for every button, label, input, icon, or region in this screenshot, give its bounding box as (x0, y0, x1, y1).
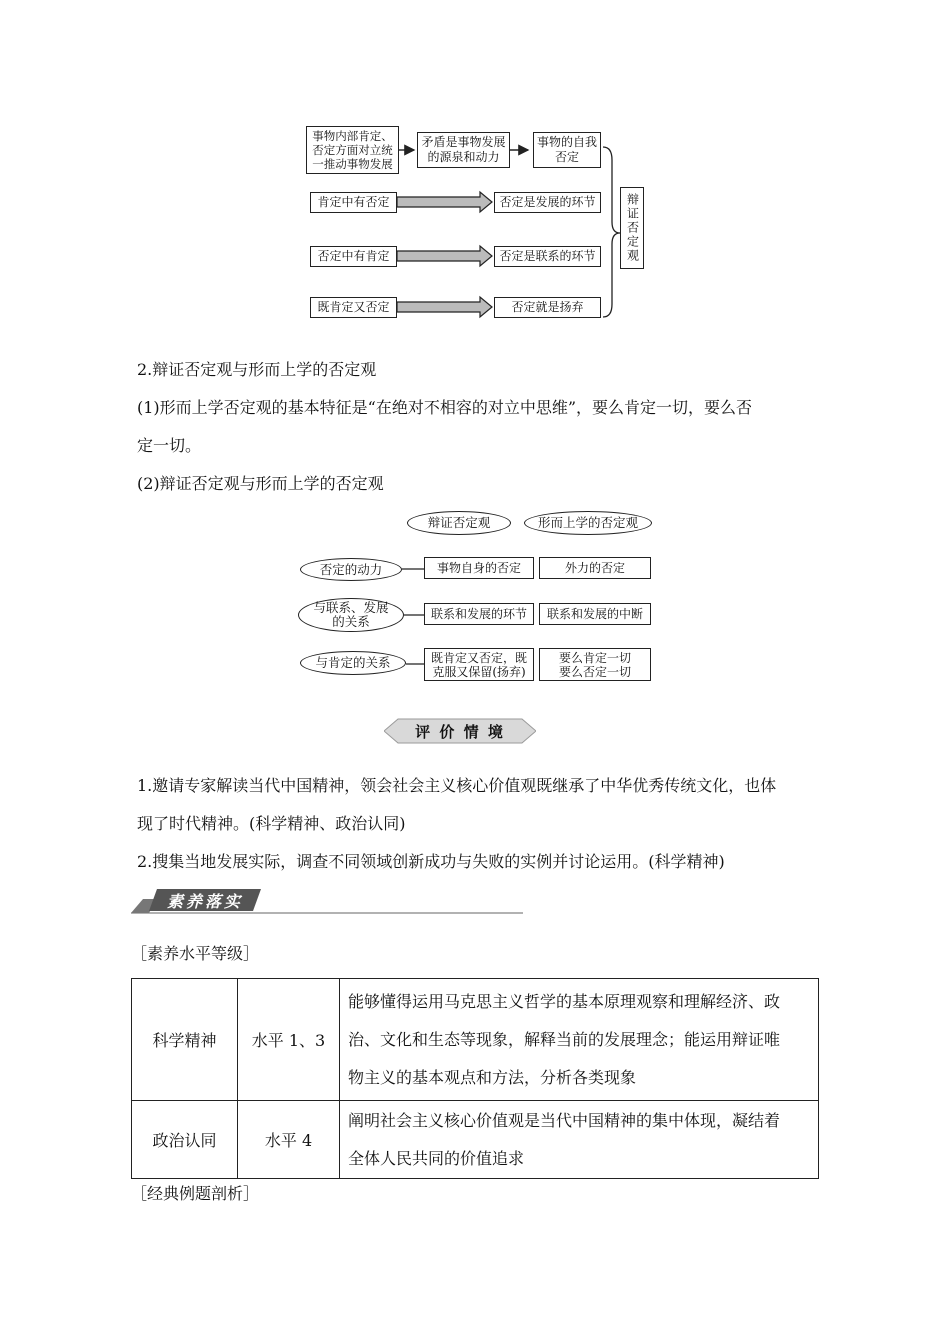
d2-cell-self-negation: 事物自身的否定 (424, 557, 534, 579)
d2-cell-break: 联系和发展的中断 (539, 603, 651, 625)
d1-both: 既肯定又否定 (310, 297, 397, 318)
d2-cell-sublation: 既肯定又否定，既克服又保留(扬弃) (424, 648, 534, 681)
d2-cell-external-negation: 外力的否定 (539, 557, 651, 579)
banner-label: 素养落实 (166, 892, 243, 911)
desc-line: 物主义的基本观点和方法，分析各类现象 (348, 1067, 637, 1087)
d1-negation-connection: 否定是联系的环节 (494, 246, 601, 267)
table-cell-description (340, 979, 819, 1101)
literacy-level-table (131, 978, 819, 1179)
d1-negation-development: 否定是发展的环节 (494, 192, 601, 213)
eval-item-2: 2.搜集当地发展实际，调查不同领域创新成功与失败的实例并讨论运用。(科学精神) (137, 852, 725, 871)
d2-row-label-relation: 与联系、发展的关系 (298, 598, 404, 632)
table-cell-description (340, 1101, 819, 1179)
example-heading: ［经典例题剖析］ (131, 1184, 260, 1203)
desc-line: 能够懂得运用马克思主义哲学的基本原理观察和理解经济、政 (348, 991, 781, 1011)
d1-affirm-has-negation: 肯定中有否定 (310, 192, 397, 213)
d2-row-label-affirm: 与肯定的关系 (300, 651, 406, 675)
d2-row-label-power: 否定的动力 (300, 558, 402, 581)
evaluation-context-badge (384, 716, 536, 746)
d1-sublation: 否定就是扬弃 (494, 297, 601, 318)
d2-header-metaphysical: 形而上学的否定观 (524, 511, 652, 535)
d1-side-label: 辩证否定观 (620, 187, 644, 269)
level-heading: ［素养水平等级］ (131, 944, 260, 963)
table-cell-skill: 科学精神 (132, 979, 238, 1101)
badge-label: 评 价 情 境 (415, 723, 505, 741)
d2-cell-all-or-nothing: 要么肯定一切要么否定一切 (539, 648, 651, 681)
eval-item-1-line1: 1.邀请专家解读当代中国精神，领会社会主义核心价值观既继承了中华优秀传统文化，也体 (137, 776, 777, 795)
table-cell-level: 水平 4 (238, 1101, 340, 1179)
desc-line: 治、文化和生态等现象，解释当前的发展理念；能运用辩证唯 (348, 1029, 781, 1049)
d1-negation-has-affirm: 否定中有肯定 (310, 246, 397, 267)
literacy-banner (131, 887, 523, 915)
table-row (132, 979, 819, 1101)
paragraph-1-line1: (1)形而上学否定观的基本特征是“在绝对不相容的对立中思维”，要么肯定一切，要么否 (137, 398, 753, 417)
table-row (132, 1101, 819, 1179)
desc-line: 全体人民共同的价值追求 (348, 1148, 525, 1168)
paragraph-1-line2: 定一切。 (137, 436, 202, 455)
section2-title: 2.辩证否定观与形而上学的否定观 (137, 360, 377, 379)
paragraph-2: (2)辩证否定观与形而上学的否定观 (137, 474, 384, 493)
d1-self-negation-box: 事物的自我否定 (533, 132, 601, 168)
d1-cause-box: 事物内部肯定、否定方面对立统一推动事物发展 (306, 126, 399, 174)
table-cell-level: 水平 1、3 (238, 979, 340, 1101)
d2-header-dialectical: 辩证否定观 (407, 511, 511, 535)
eval-item-1-line2: 现了时代精神。(科学精神、政治认同) (137, 814, 406, 833)
desc-line: 阐明社会主义核心价值观是当代中国精神的集中体现，凝结着 (348, 1110, 781, 1130)
d2-cell-link: 联系和发展的环节 (424, 603, 534, 625)
table-cell-skill: 政治认同 (132, 1101, 238, 1179)
d1-source-box: 矛盾是事物发展的源泉和动力 (417, 132, 510, 168)
